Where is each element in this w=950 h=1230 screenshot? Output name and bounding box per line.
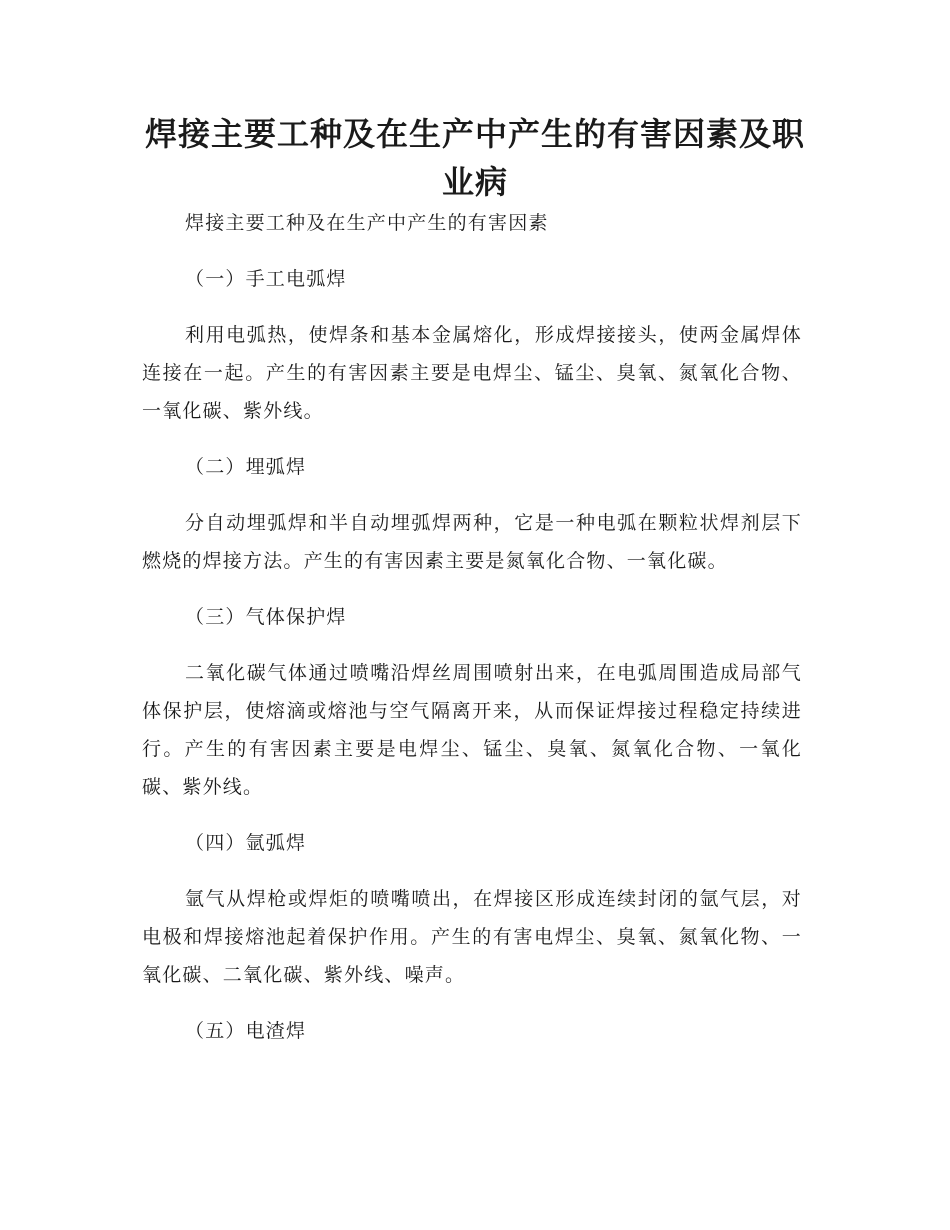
document-title: 焊接主要工种及在生产中产生的有害因素及职业病 (144, 115, 805, 201)
intro-paragraph: 焊接主要工种及在生产中产生的有害因素 (185, 212, 549, 234)
section-heading-submerged-arc: （二）埋弧焊 (185, 456, 307, 478)
section-body-gas-shielded: 二氧化碳气体通过喷嘴沿焊丝周围喷射出来，在电弧周围造成局部气体保护层，使熔滴或熔池与空气隔离开来，从而保证焊接过程稳定持续进行。产生的有害因素主要是电焊尘、锰尘、臭氧、氮氧化合物、一氧化碳、紫外线。 (142, 662, 802, 798)
section-heading-manual-arc: （一）手工电弧焊 (185, 268, 347, 290)
section-body-argon-arc: 氩气从焊枪或焊炬的喷嘴喷出，在焊接区形成连续封闭的氩气层，对电极和焊接熔池起着保护作用。产生的有害电焊尘、臭氧、氮氧化物、一氧化碳、二氧化碳、紫外线、噪声。 (142, 888, 802, 986)
section-body-submerged-arc: 分自动埋弧焊和半自动埋弧焊两种，它是一种电弧在颗粒状焊剂层下燃烧的焊接方法。产生的有害因素主要是氮氧化合物、一氧化碳。 (142, 512, 802, 572)
section-heading-argon-arc: （四）氩弧焊 (185, 832, 307, 854)
document-body (142, 204, 802, 1068)
section-body-manual-arc: 利用电弧热，使焊条和基本金属熔化，形成焊接接头，使两金属焊体连接在一起。产生的有害因素主要是电焊尘、锰尘、臭氧、氮氧化合物、一氧化碳、紫外线。 (142, 324, 802, 422)
section-heading-electroslag: （五）电渣焊 (185, 1020, 307, 1042)
section-heading-gas-shielded: （三）气体保护焊 (185, 606, 347, 628)
